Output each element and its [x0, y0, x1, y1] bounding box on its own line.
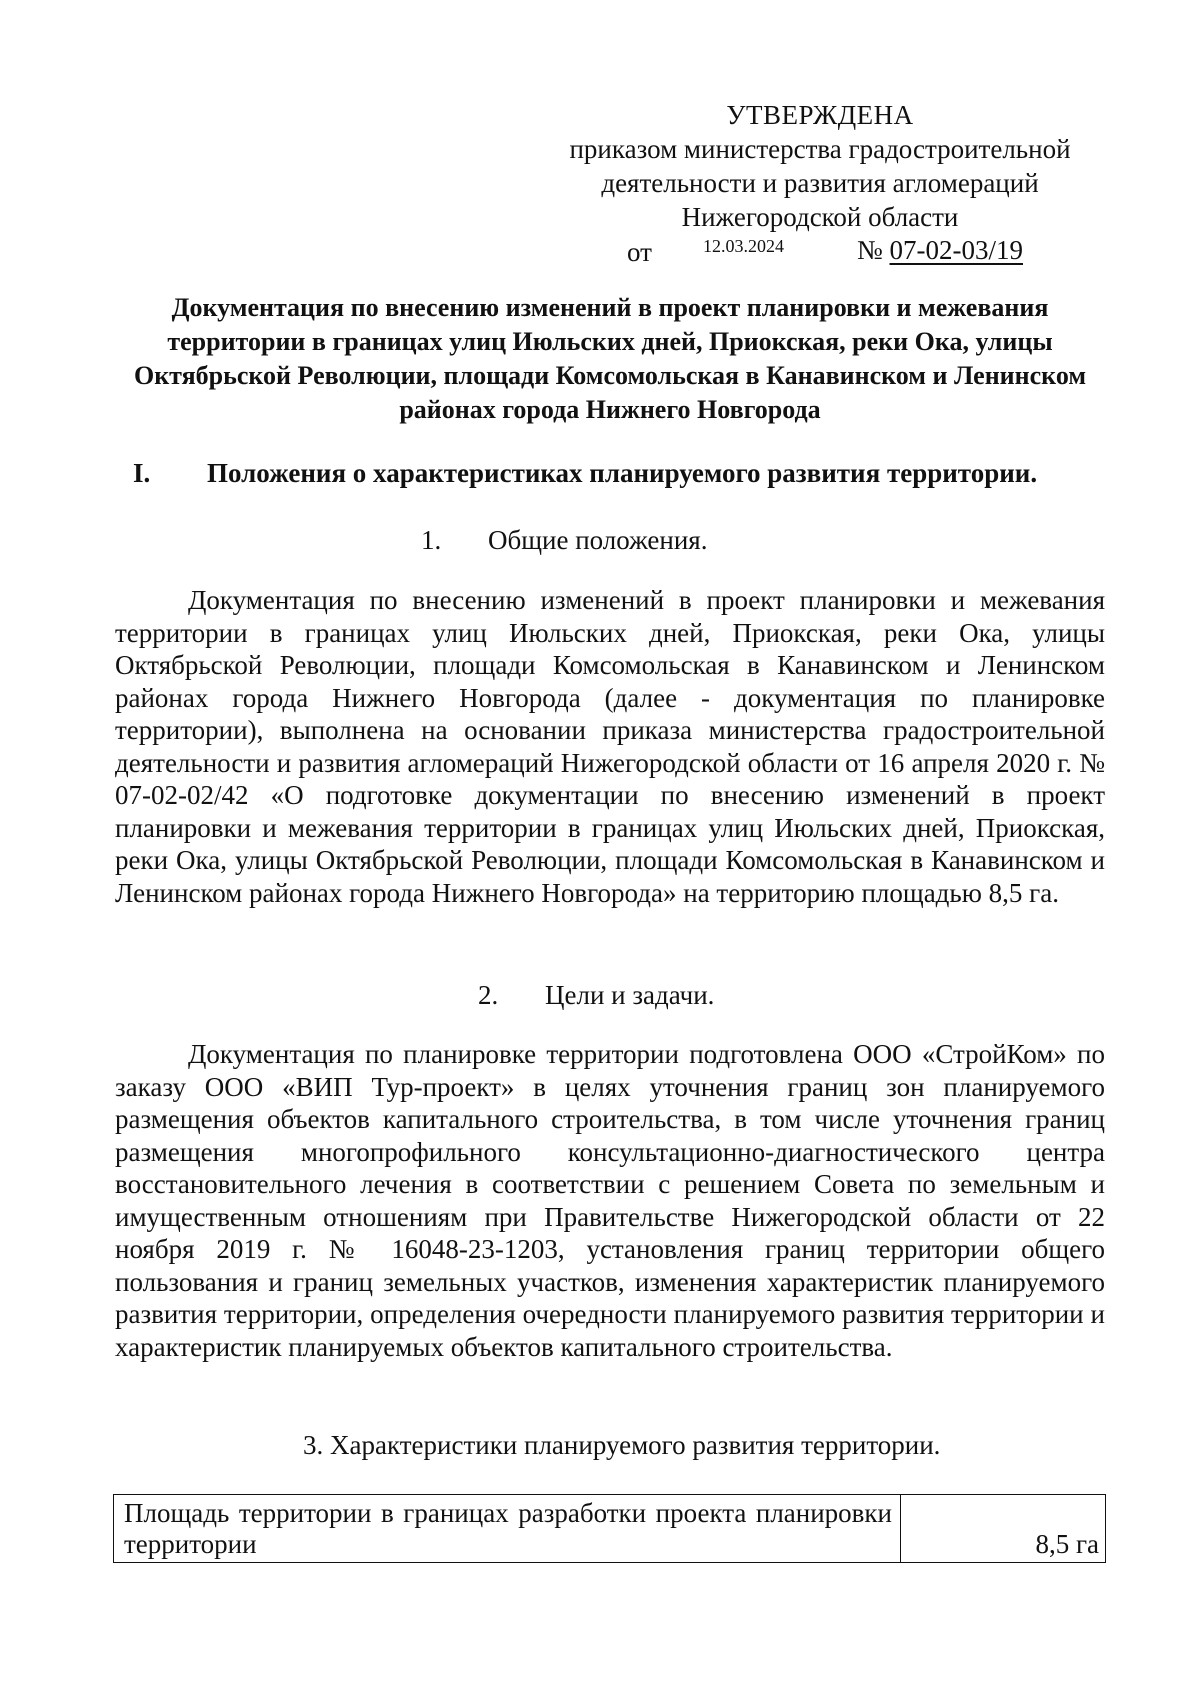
section-1-number: I. [133, 458, 151, 488]
approval-line-3: Нижегородской области [681, 202, 959, 232]
subsection-2-number: 2. [478, 980, 499, 1010]
subsection-3-heading: 3. Характеристики планируемого развития территории. [303, 1430, 941, 1460]
approval-line-2: деятельности и развития агломераций [601, 168, 1039, 198]
subsection-1-title: Общие положения. [488, 525, 708, 555]
subsection-2-paragraph: Документация по планировке территории подготовлена ООО «СтройКом» по заказу ООО «ВИП Тур-проект» в целях уточнения границ зон планируемого размещения объектов капитального строительства, в том числе уточнения границ размещения многопрофильного консультационно-диагностического центра восстановительного лечения в соответствии с решением Совета по земельным и имущественным отношениям при Правительстве Нижегородской области от 22 ноября 2019 г. № 16048-23-1203, установления границ территории общего пользования и границ земельных участков, изменения характеристик планируемого развития территории, определения очередности планируемого развития территории и характеристик планируемых объектов капитального строительства. [115, 1039, 1105, 1362]
approval-number [857, 233, 1023, 267]
approval-line-1: приказом министерства градостроительной [569, 134, 1071, 164]
approval-ot-label: от [627, 237, 652, 267]
approval-title: УТВЕРЖДЕНА [726, 100, 914, 130]
document-title: Документация по внесению изменений в проект планировки и межевания территории в границах улиц Июльских дней, Приокская, реки Ока, улицы Октябрьской Революции, площади Комсомольская в Канавинском и Ленинском районах города Нижнего Новгорода [133, 293, 1087, 424]
approval-date: 12.03.2024 [703, 236, 784, 256]
table-cell-value: 8,5 га [901, 1495, 1106, 1563]
subsection-1-paragraph: Документация по внесению изменений в проект планировки и межевания территории в границах улиц Июльских дней, Приокская, реки Ока, улицы Октябрьской Революции, площади Комсомольская в Канавинском и Ленинском районах города Нижнего Новгорода (далее - документация по планировке территории), выполнена на основании приказа министерства градостроительной деятельности и развития агломераций Нижегородской области от 16 апреля 2020 г. № 07-02-02/42 «О подготовке документации по внесению изменений в проект планировки и межевания территории в границах улиц Июльских дней, Приокская, реки Ока, улицы Октябрьской Революции, площади Комсомольская в Канавинском и Ленинском районах города Нижнего Новгорода» на территорию площадью 8,5 га. [115, 585, 1105, 908]
approval-date-row [627, 233, 1097, 267]
table-cell-label: Площадь территории в границах разработки проекта планировки территории [114, 1495, 901, 1563]
number-sign: № [857, 235, 883, 265]
approval-number-value: 07-02-03/19 [889, 235, 1023, 265]
section-1-title: Положения о характеристиках планируемого развития территории. [207, 458, 1038, 488]
subsection-2-title: Цели и задачи. [545, 980, 715, 1010]
approval-block [545, 98, 1095, 234]
table-row [114, 1495, 1106, 1563]
subsection-1-number: 1. [421, 525, 442, 555]
characteristics-table [113, 1494, 1106, 1563]
